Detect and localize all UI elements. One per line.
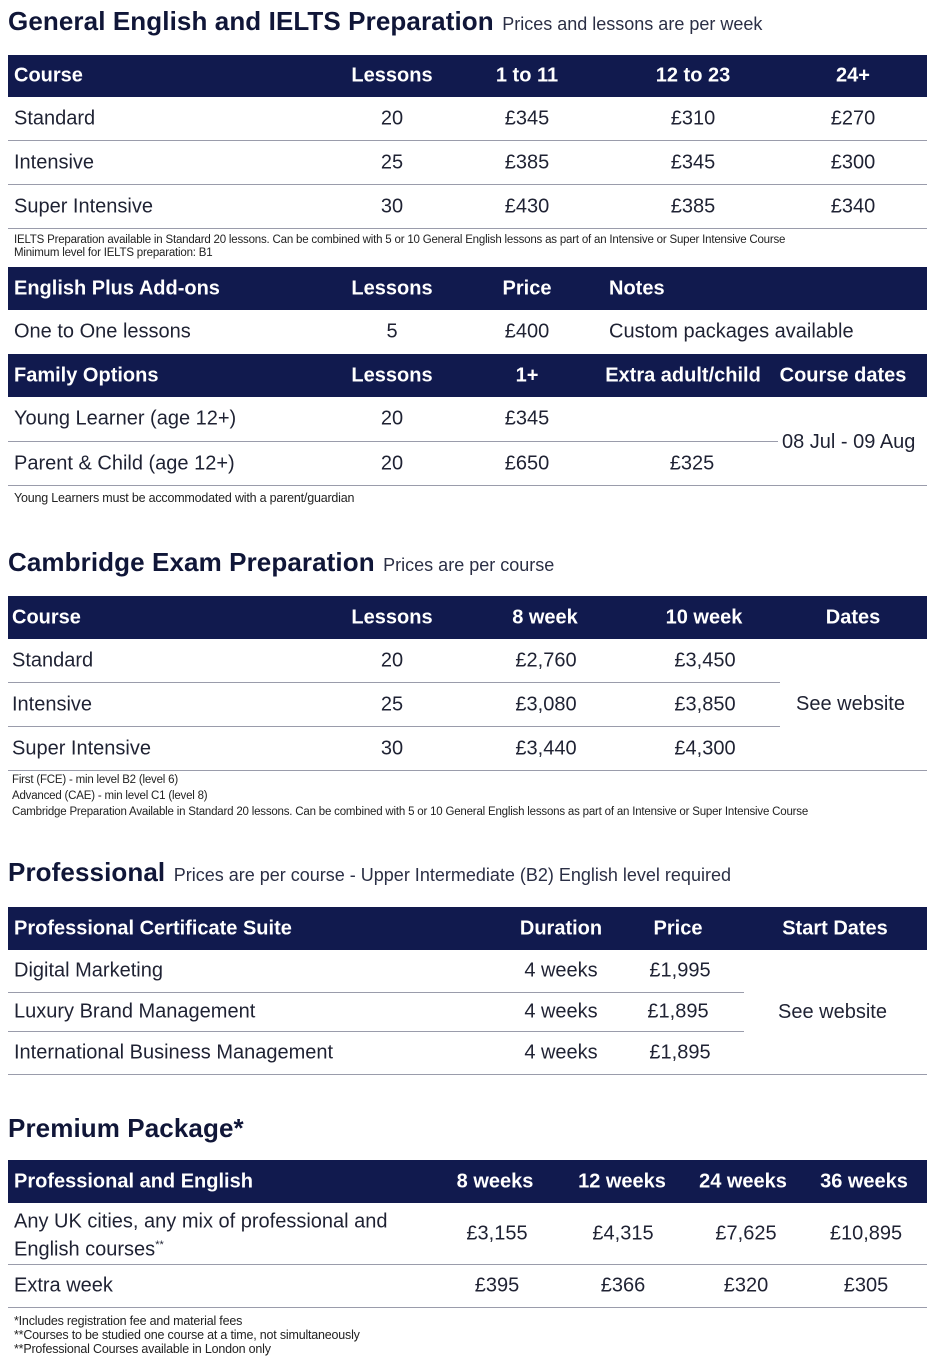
cell-family-option: Parent & Child (age 12+) [14, 452, 235, 474]
cell-price: £320 [723, 1274, 769, 1297]
cell-lessons: 25 [380, 151, 404, 173]
cell-price: £3,080 [515, 693, 577, 715]
premium-title: Premium Package* [8, 1113, 244, 1143]
cell-price: £430 [504, 195, 550, 217]
cell-extra-price: £325 [669, 452, 715, 474]
cell-duration: 4 weeks [524, 1041, 598, 1064]
cambridge-subtitle: Prices are per course [383, 555, 555, 575]
cell-price: £310 [670, 107, 716, 129]
table-row [8, 683, 927, 726]
cell-package-line2 [14, 1239, 164, 1262]
cambridge-note-combination: Cambridge Preparation Available in Standard 20 lessons. Can be combined with 5 or 10 General English lessons as part of an Intensive or Super Intensive Course [12, 806, 809, 818]
cell-notes: Custom packages available [609, 320, 854, 343]
cell-price: £385 [670, 195, 716, 217]
premium-note-fees: *Includes registration fee and material fees [14, 1314, 243, 1328]
header-36-weeks: 36 weeks [820, 1170, 908, 1192]
cell-price: £1,895 [649, 1041, 711, 1064]
cambridge-dates: See website [796, 693, 905, 715]
professional-subtitle: Prices are per course - Upper Intermediate (B2) English level required [173, 865, 731, 885]
cell-package-line1: Any UK cities, any mix of professional and [14, 1210, 388, 1233]
row-divider [8, 770, 927, 771]
cell-duration: 4 weeks [524, 1000, 598, 1023]
cell-lessons: 20 [380, 649, 404, 671]
cell-price: £3,450 [674, 649, 736, 671]
cell-family-option: Young Learner (age 12+) [14, 407, 237, 430]
header-lessons: Lessons [351, 606, 433, 628]
cell-extra-week: Extra week [14, 1274, 113, 1297]
professional-section-title [8, 857, 731, 888]
header-course-dates: Course dates [779, 364, 907, 386]
cell-lessons: 30 [380, 195, 404, 217]
row-divider [8, 1074, 927, 1075]
cell-price: £340 [830, 195, 876, 217]
header-1-to-11: 1 to 11 [495, 64, 559, 87]
header-start-dates: Start Dates [782, 917, 888, 939]
cell-lessons: 30 [380, 737, 404, 759]
ielts-level-note: Minimum level for IELTS preparation: B1 [14, 247, 213, 259]
table-row [8, 141, 927, 184]
cell-price: £1,995 [649, 959, 711, 982]
cell-price: £4,300 [674, 737, 736, 759]
cambridge-section-title [8, 547, 554, 578]
header-course: Course [14, 64, 83, 87]
premium-note-london: **Professional Courses available in London only [14, 1342, 271, 1356]
header-duration: Duration [519, 917, 603, 939]
cell-price: £3,155 [466, 1222, 528, 1244]
cell-price: £7,625 [715, 1222, 777, 1244]
table-row [8, 1203, 927, 1264]
cell-course: Standard [12, 649, 94, 671]
cell-price: £345 [504, 407, 550, 430]
addons-table-header [8, 267, 927, 310]
cell-lessons: 20 [380, 107, 404, 129]
cell-price: £345 [504, 107, 550, 129]
header-certificate-suite: Professional Certificate Suite [14, 917, 292, 939]
table-row [8, 1265, 927, 1307]
header-8-weeks: 8 weeks [456, 1170, 534, 1192]
cell-price: £3,440 [515, 737, 577, 759]
cell-price: £1,895 [647, 1000, 709, 1023]
cell-lessons: 20 [380, 407, 404, 430]
professional-table-header [8, 907, 927, 950]
header-lessons: Lessons [351, 364, 433, 386]
professional-title: Professional [8, 857, 166, 887]
cell-price: £366 [600, 1274, 646, 1297]
premium-note-one-at-a-time: **Courses to be studied one course at a time, not simultaneously [14, 1328, 360, 1342]
cambridge-note-fce: First (FCE) - min level B2 (level 6) [12, 774, 178, 786]
header-10-week: 10 week [665, 606, 743, 628]
cell-price: £395 [474, 1274, 520, 1297]
cambridge-table-header [8, 596, 927, 639]
general-section-title [8, 6, 762, 37]
family-table-header [8, 354, 927, 397]
header-1-plus: 1+ [515, 364, 539, 386]
cell-price: £305 [843, 1274, 889, 1297]
table-row [8, 1032, 927, 1074]
header-notes: Notes [609, 277, 665, 299]
cell-lessons: 5 [386, 320, 398, 343]
cell-price: £345 [670, 151, 716, 173]
table-row [8, 639, 927, 682]
cell-price: £2,760 [515, 649, 577, 671]
cambridge-note-cae: Advanced (CAE) - min level C1 (level 8) [12, 790, 208, 802]
family-note: Young Learners must be accommodated with a parent/guardian [14, 491, 355, 505]
general-table-header [8, 55, 927, 97]
general-subtitle: Prices and lessons are per week [502, 14, 763, 34]
cambridge-title: Cambridge Exam Preparation [8, 547, 375, 577]
header-12-weeks: 12 weeks [578, 1170, 666, 1192]
header-price: Price [502, 277, 552, 299]
cell-certificate: International Business Management [14, 1041, 334, 1064]
table-row [8, 185, 927, 228]
cell-lessons: 20 [380, 452, 404, 474]
cell-duration: 4 weeks [524, 959, 598, 982]
cell-lessons: 25 [380, 693, 404, 715]
cell-price: £300 [830, 151, 876, 173]
header-lessons: Lessons [351, 277, 433, 299]
header-professional-english: Professional and English [14, 1170, 253, 1192]
general-title: General English and IELTS Preparation [8, 6, 494, 36]
cell-price: £385 [504, 151, 550, 173]
header-extra: Extra adult/child [605, 364, 761, 386]
table-row [8, 727, 927, 770]
cell-course: Intensive [12, 693, 93, 715]
row-divider [8, 228, 927, 229]
cell-course: Intensive [14, 151, 95, 173]
header-course: Course [12, 606, 81, 628]
cell-certificate: Digital Marketing [14, 959, 163, 982]
header-addons: English Plus Add-ons [14, 277, 220, 299]
cell-course: Super Intensive [14, 195, 153, 217]
cell-package-line2-text: English courses [14, 1238, 156, 1261]
family-course-dates: 08 Jul - 09 Aug [782, 431, 916, 453]
premium-table-header [8, 1160, 927, 1203]
header-dates: Dates [825, 606, 881, 628]
header-price: Price [653, 917, 703, 939]
table-row [8, 310, 927, 354]
cell-price: £3,850 [674, 693, 736, 715]
header-8-week: 8 week [512, 606, 578, 628]
cell-course: Standard [14, 107, 96, 129]
professional-dates: See website [778, 1001, 887, 1023]
row-divider [8, 485, 927, 486]
double-asterisk-mark: ** [155, 1238, 164, 1251]
row-divider [8, 1307, 927, 1308]
table-row [8, 950, 927, 992]
premium-section-title [8, 1113, 244, 1144]
cell-price: £400 [504, 320, 550, 343]
cell-price: £270 [830, 107, 876, 129]
cell-price: £4,315 [592, 1222, 654, 1244]
header-24-weeks: 24 weeks [699, 1170, 787, 1192]
cell-addon: One to One lessons [14, 320, 191, 343]
cell-certificate: Luxury Brand Management [14, 1000, 256, 1023]
table-row [8, 97, 927, 140]
ielts-note: IELTS Preparation available in Standard 20 lessons. Can be combined with 5 or 10 General English lessons as part of an Intensive or Super Intensive Course [14, 234, 786, 246]
header-12-to-23: 12 to 23 [655, 64, 731, 87]
header-24-plus: 24+ [836, 64, 870, 87]
header-family: Family Options [14, 364, 159, 386]
header-lessons: Lessons [351, 64, 433, 87]
cell-course: Super Intensive [12, 737, 151, 759]
cell-price: £10,895 [829, 1222, 903, 1244]
cell-price: £650 [504, 452, 550, 474]
